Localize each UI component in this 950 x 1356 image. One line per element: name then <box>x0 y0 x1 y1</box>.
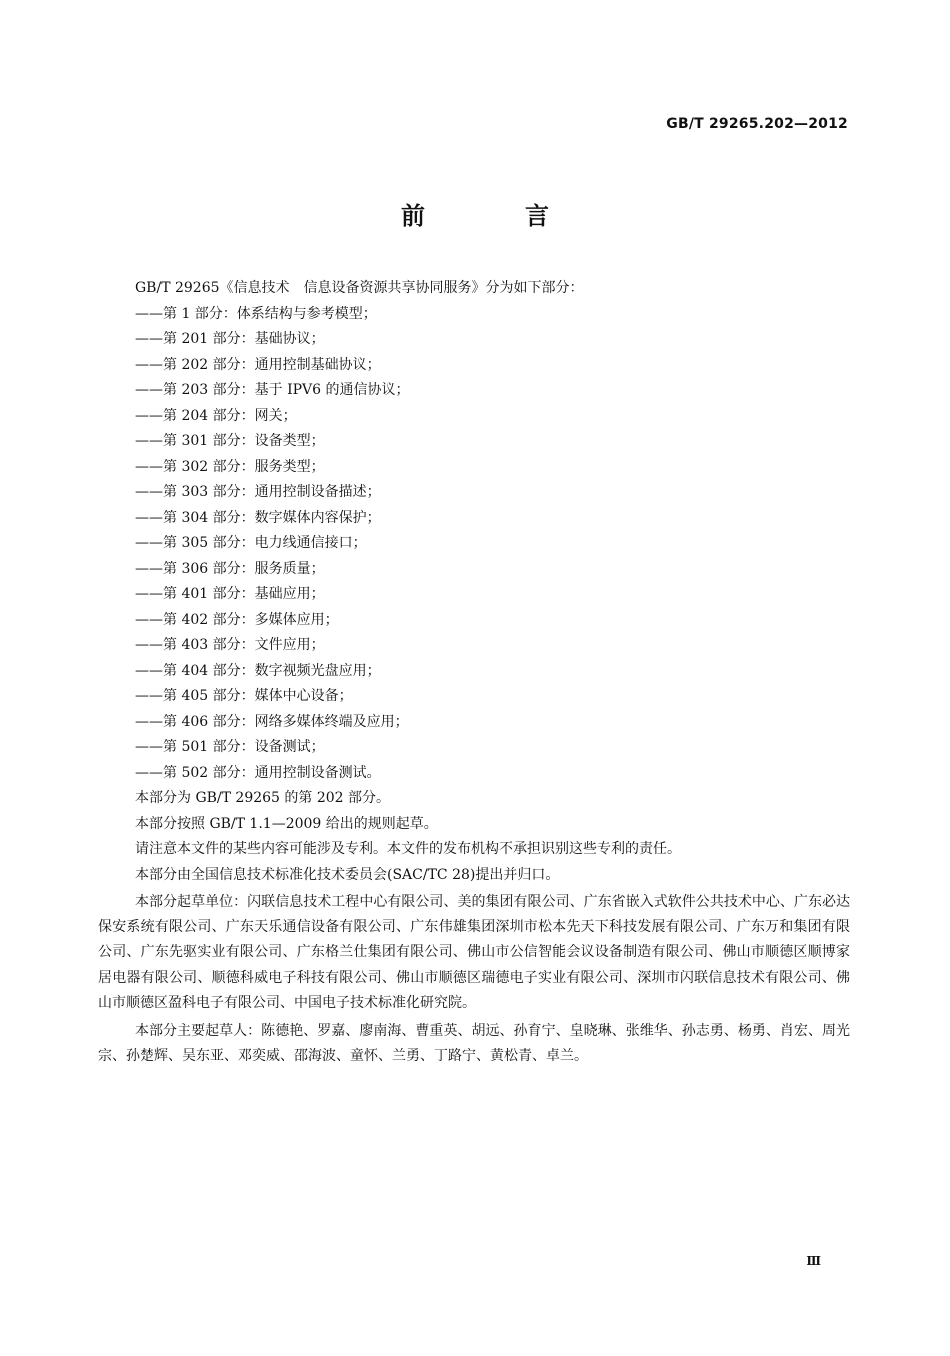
drafting-units-paragraph: 本部分起草单位：闪联信息技术工程中心有限公司、美的集团有限公司、广东省嵌入式软件公共技术中心、广东必达保安系统有限公司、广东天乐通信设备有限公司、广东伟雄集团深圳市松本先天下科技发展有限公司、广东万和集团有限公司、广东先驱实业有限公司、广东格兰仕集团有限公司、佛山市公信智能会议设备制造有限公司、佛山市顺德区顺博家居电器有限公司、顺德科威电子科技有限公司、佛山市顺德区瑞德电子实业有限公司、深圳市闪联信息技术有限公司、佛山市顺德区盈科电子有限公司、中国电子技术标准化研究院。 <box>98 894 850 1011</box>
page-title: 前 言 <box>401 202 587 230</box>
statement-line: 请注意本文件的某些内容可能涉及专利。本文件的发布机构不承担识别这些专利的责任。 <box>135 841 681 857</box>
part-item: ——第 1 部分：体系结构与参考模型； <box>135 305 377 322</box>
part-item: ——第 304 部分：数字媒体内容保护； <box>135 509 381 526</box>
intro-line: GB/T 29265《信息技术 信息设备资源共享协同服务》分为如下部分： <box>135 280 584 296</box>
part-item: ——第 401 部分：基础应用； <box>135 586 325 602</box>
part-item: ——第 302 部分：服务类型； <box>135 458 325 475</box>
part-item: ——第 403 部分：文件应用； <box>135 637 325 653</box>
statement-line: 本部分为 GB/T 29265 的第 202 部分。 <box>135 790 391 806</box>
part-item: ——第 204 部分：网关； <box>135 407 297 424</box>
part-item: ——第 306 部分：服务质量； <box>135 560 325 577</box>
part-item: ——第 404 部分：数字视频光盘应用； <box>135 662 381 679</box>
part-item: ——第 406 部分：网络多媒体终端及应用； <box>135 713 409 730</box>
part-item: ——第 303 部分：通用控制设备描述； <box>135 484 381 500</box>
part-item: ——第 202 部分：通用控制基础协议； <box>135 356 381 373</box>
part-item: ——第 405 部分：媒体中心设备； <box>135 688 353 704</box>
standard-number: GB/T 29265.202—2012 <box>666 116 848 132</box>
part-item: ——第 402 部分：多媒体应用； <box>135 611 339 628</box>
drafters-paragraph: 本部分主要起草人：陈德艳、罗嘉、廖南海、曹重英、胡远、孙育宁、皇晓琳、张维华、孙志勇、杨勇、肖宏、周光宗、孙楚辉、吴东亚、邓奕威、邵海波、童怀、兰勇、丁路宁、黄松青、卓兰。 <box>98 1023 850 1065</box>
part-item: ——第 501 部分：设备测试； <box>135 739 325 755</box>
page-number: Ⅲ <box>806 1254 821 1268</box>
part-item: ——第 203 部分：基于 IPV6 的通信协议； <box>135 382 410 398</box>
statement-line: 本部分由全国信息技术标准化技术委员会(SAC/TC 28)提出并归口。 <box>135 866 560 883</box>
part-item: ——第 301 部分：设备类型； <box>135 433 325 449</box>
part-item: ——第 502 部分：通用控制设备测试。 <box>135 764 381 781</box>
part-item: ——第 201 部分：基础协议； <box>135 331 325 347</box>
foreword-body <box>98 276 850 1069</box>
statement-line: 本部分按照 GB/T 1.1—2009 给出的规则起草。 <box>135 815 438 832</box>
part-item: ——第 305 部分：电力线通信接口； <box>135 535 367 551</box>
